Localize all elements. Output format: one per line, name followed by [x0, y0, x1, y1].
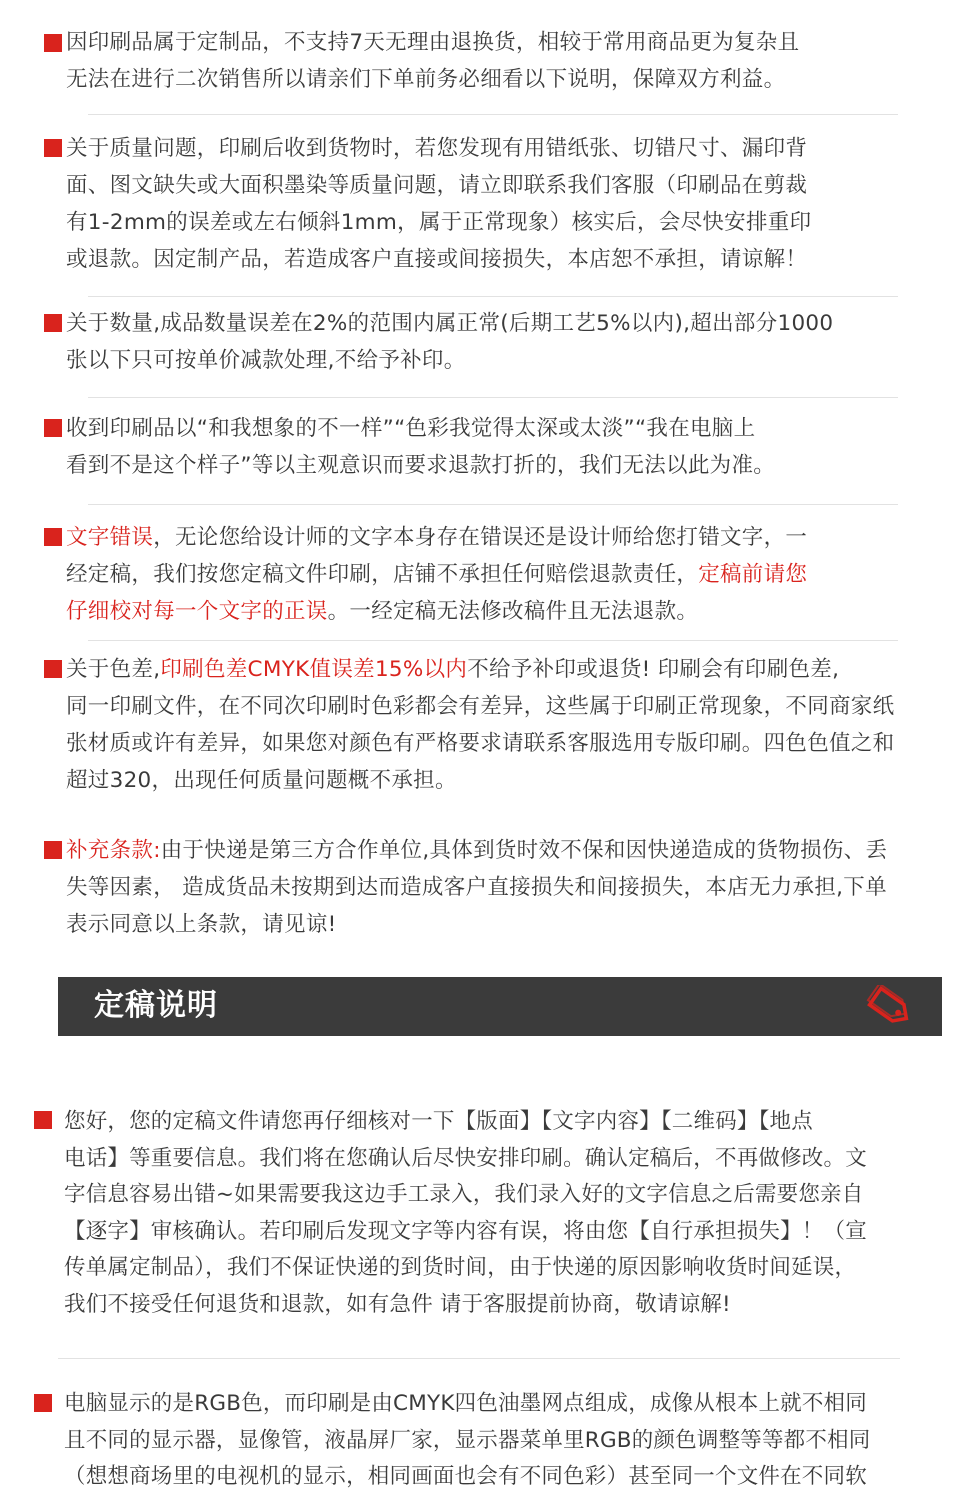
text-line: [64, 1104, 924, 1141]
text-line: [66, 651, 916, 688]
text-segment: 电脑显示的是RGB色，而印刷是由CMYK四色油墨网点组成，成像从根本上就不相同: [64, 1391, 867, 1416]
text-line: [64, 1423, 924, 1460]
divider: [58, 1358, 900, 1359]
final-notice-bullet-1: [34, 1111, 52, 1129]
text-segment: 关于数量,成品数量误差在2%的范围内属正常(后期工艺5%以内),超出部分1000: [66, 311, 834, 336]
text-line: [66, 688, 916, 725]
divider: [88, 114, 898, 115]
notice-3: [66, 305, 916, 379]
text-segment: 关于色差,: [66, 657, 161, 682]
notice-bullet-6: [44, 660, 62, 678]
text-line: [66, 725, 916, 762]
text-line: [66, 130, 916, 167]
price-tag-icon: [862, 985, 918, 1029]
text-line: [66, 410, 916, 447]
text-segment: 关于质量问题，印刷后收到货物时，若您发现有用错纸张、切错尺寸、漏印背: [66, 136, 808, 161]
text-segment: 或退款。因定制产品，若造成客户直接或间接损失，本店恕不承担，请谅解！: [66, 247, 808, 272]
text-line: [66, 342, 916, 379]
text-segment: 超过320，出现任何质量问题概不承担。: [66, 768, 457, 793]
text-line: [66, 61, 916, 98]
text-segment: 有1-2mm的误差或左右倾斜1mm，属于正常现象）核实后，会尽快安排重印: [66, 210, 812, 235]
notice-bullet-3: [44, 314, 62, 332]
text-line: [66, 869, 916, 906]
text-segment: 无法在进行二次销售所以请亲们下单前务必细看以下说明，保障双方利益。: [66, 67, 786, 92]
text-line: [66, 762, 916, 799]
text-segment: 看到不是这个样子”等以主观意识而要求退款打折的，我们无法以此为准。: [66, 453, 776, 478]
final-notice-1: [64, 1104, 924, 1323]
text-line: [64, 1287, 924, 1324]
highlighted-text: 仔细校对每一个文字的正误: [66, 599, 328, 624]
text-segment: 。一经定稿无法修改稿件且无法退款。: [327, 599, 699, 624]
text-line: [64, 1141, 924, 1178]
text-segment: 因印刷品属于定制品，不支持7天无理由退换货，相较于常用商品更为复杂且: [66, 30, 800, 55]
notice-bullet-5: [44, 528, 62, 546]
text-line: [66, 519, 916, 556]
banner-title: 定稿说明: [94, 988, 218, 1023]
text-line: [66, 167, 916, 204]
notice-4: [66, 410, 916, 484]
text-segment: 由于快递是第三方合作单位,具体到货时效不保和因快递造成的货物损伤、丢: [160, 838, 888, 863]
divider: [88, 397, 898, 398]
text-segment: ，无论您给设计师的文字本身存在错误还是设计师给您打错文字，一: [153, 525, 808, 550]
text-segment: 【逐字】审核确认。若印刷后发现文字等内容有误，将由您【自行承担损失】！（宣: [64, 1218, 867, 1244]
text-segment: 经定稿，我们按您定稿文件印刷，店铺不承担任何赔偿退款责任，: [66, 562, 699, 587]
notice-6: [66, 651, 916, 799]
divider: [88, 504, 898, 505]
text-line: [66, 24, 916, 61]
text-segment: 张材质或许有差异，如果您对颜色有严格要求请联系客服选用专版印刷。四色色值之和: [66, 731, 895, 756]
text-segment: 传单属定制品），我们不保证快递的到货时间，由于快递的原因影响收货时间延误，: [64, 1255, 857, 1280]
text-segment: 面、图文缺失或大面积墨染等质量问题，请立即联系我们客服（印刷品在剪裁: [66, 173, 808, 198]
text-line: [66, 832, 916, 869]
text-segment: 表示同意以上条款，请见谅!: [66, 912, 337, 937]
highlighted-text: 定稿前请您: [698, 562, 808, 587]
text-segment: 张以下只可按单价减款处理,不给予补印。: [66, 348, 466, 373]
notice-bullet-2: [44, 139, 62, 157]
highlighted-text: 文字错误: [66, 525, 154, 550]
notice-bullet-4: [44, 419, 62, 437]
text-line: [66, 447, 916, 484]
text-segment: 收到印刷品以“和我想象的不一样”“色彩我觉得太深或太淡”“我在电脑上: [66, 416, 756, 441]
text-segment: （想想商场里的电视机的显示，相同画面也会有不同色彩）甚至同一个文件在不同软: [64, 1464, 867, 1489]
text-line: [64, 1250, 924, 1287]
text-segment: 失等因素， 造成货品未按期到达而造成客户直接损失和间接损失，本店无力承担,下单: [66, 875, 887, 900]
text-line: [66, 593, 916, 630]
text-segment: 不给予补印或退货! 印刷会有印刷色差,: [467, 657, 840, 682]
notice-bullet-1: [44, 34, 62, 52]
text-segment: 我们不接受任何退货和退款，如有急件 请于客服提前协商，敬请谅解!: [64, 1291, 731, 1317]
text-segment: 且不同的显示器，显像管，液晶屏厂家，显示器菜单里RGB的颜色调整等等都不相同: [64, 1427, 871, 1453]
text-segment: 电话】等重要信息。我们将在您确认后尽快安排印刷。确认定稿后，不再做修改。文: [64, 1145, 867, 1171]
divider: [88, 640, 898, 641]
text-line: [64, 1459, 924, 1496]
text-line: [66, 556, 916, 593]
final-notice-bullet-2: [34, 1394, 52, 1412]
text-line: [66, 305, 916, 342]
final-notice-2: [64, 1386, 924, 1496]
notice-7: [66, 832, 916, 943]
text-segment: 同一印刷文件，在不同次印刷时色彩都会有差异，这些属于印刷正常现象，不同商家纸: [66, 694, 895, 719]
text-line: [66, 906, 916, 943]
text-line: [64, 1177, 924, 1214]
highlighted-text: 印刷色差CMYK值误差15%以内: [160, 657, 468, 682]
highlighted-text: 补充条款:: [66, 838, 161, 863]
divider: [88, 296, 898, 297]
notice-1: [66, 24, 916, 98]
notice-bullet-7: [44, 841, 62, 859]
notice-5: [66, 519, 916, 630]
text-line: [64, 1214, 924, 1251]
section-banner: [58, 977, 942, 1036]
text-line: [66, 204, 916, 241]
text-line: [64, 1386, 924, 1423]
text-segment: 字信息容易出错~如果需要我这边手工录入，我们录入好的文字信息之后需要您亲自: [64, 1182, 864, 1207]
text-line: [66, 241, 916, 278]
notice-2: [66, 130, 916, 278]
text-segment: 您好，您的定稿文件请您再仔细核对一下【版面】【文字内容】【二维码】【地点: [64, 1109, 813, 1134]
